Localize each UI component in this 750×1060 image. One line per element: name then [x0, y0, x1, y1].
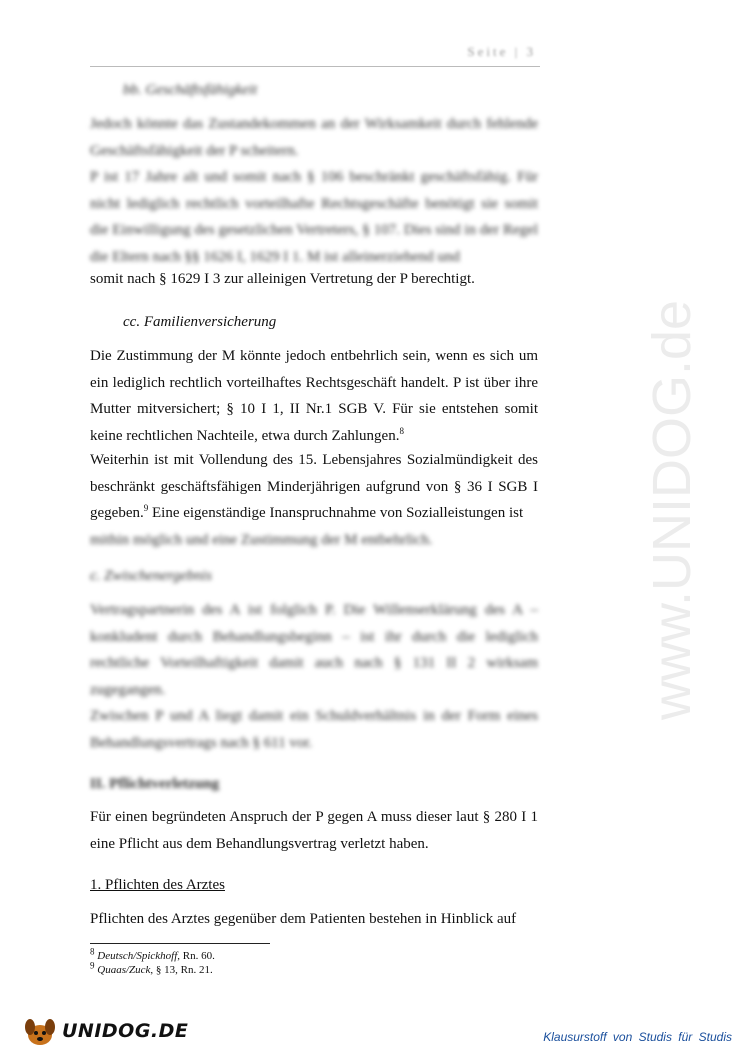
footer-logo	[22, 1015, 188, 1047]
watermark-text: www.UNIDOG.de	[642, 299, 702, 721]
page-header	[90, 42, 540, 67]
paragraph-ii-1: Für einen begründeten Anspruch der P gegen A muss dieser laut § 280 I 1 eine Pflicht aus dem Behandlungsvertrag verletzt haben.	[90, 809, 538, 852]
paragraph-cc-1: Die Zustimmung der M könnte jedoch entbehrlich sein, wenn es sich um ein lediglich rechtlich vorteilhaftes Rechtsgeschäft handelt. P ist über ihre Mutter mitversichert; § 10 I 1, II Nr.1 SGB V. Für sie entstehen somit keine rechtlichen Nachteile, etwa durch Zahlungen.$^8$	[90, 348, 538, 444]
heading-ii: II. Pflichtverletzung	[90, 776, 220, 792]
footnote-8: $^8$ Deutsch/Spickhoff, Rn. 60.	[90, 946, 215, 962]
paragraph-bb-2-clear: somit nach § 1629 I 3 zur alleinigen Vertretung der P berechtigt.	[90, 271, 475, 287]
page-number: Seite | 3	[467, 44, 536, 59]
paragraph-bb-1: Jedoch könnte das Zustandekommen an der Wirksamkeit durch fehlende Geschäftsfähigkeit der P scheitern.	[90, 116, 538, 159]
heading-cc: cc. Familienversicherung	[123, 314, 277, 330]
heading-bb: bb. Geschäftsfähigkeit	[123, 82, 258, 98]
paragraph-1-1: Pflichten des Arztes gegenüber dem Patienten bestehen in Hinblick auf	[90, 911, 517, 927]
paragraph-bb-2-blurred: P ist 17 Jahre alt und somit nach § 106 beschränkt geschäftsfähig. Für nicht lediglich rechtlich vorteilhafte Rechtsgeschäfte benötigt sie somit die Einwilligung des gesetzlichen Vertreters, § 107. Dies sind in der Regel die Eltern nach §§ 1626 I, 1629 I 1. M ist alleinerziehend und	[90, 169, 538, 265]
heading-c: c. Zwischenergebnis	[90, 568, 212, 584]
paragraph-cc-2: Weiterhin ist mit Vollendung des 15. Lebensjahres Sozialmündigkeit des beschränkt geschäftsfähigen Minderjährigen aufgrund von § 36 I SGB I gegeben.$^9$ Eine eigenständige Inanspruchnahme von Sozialleistungen ist	[90, 452, 538, 521]
footnote-9: $^9$ Quaas/Zuck, § 13, Rn. 21.	[90, 960, 213, 976]
logo-text: UNIDOG.DE	[62, 1020, 189, 1042]
heading-1: 1. Pflichten des Arztes	[90, 877, 225, 893]
footnote-separator	[90, 943, 270, 944]
paragraph-cc-2-blurred: mithin möglich und eine Zustimmung der M entbehrlich.	[90, 532, 433, 548]
paragraph-c-1: Vertragspartnerin des A ist folglich P. Die Willenserklärung des A – konkludent durch Behandlungsbeginn – ist ihr durch die lediglich rechtliche Vorteilhaftigkeit damit auch nach § 131 II 2 wirksam zugegangen.	[90, 602, 538, 698]
paragraph-c-2: Zwischen P und A liegt damit ein Schuldverhältnis in der Form eines Behandlungsvertrags nach § 611 vor.	[90, 708, 538, 751]
footnote-ref-9: 9	[143, 503, 149, 513]
watermark	[640, 290, 740, 730]
footnote-ref-8: 8	[399, 425, 404, 436]
footer-tagline: Klausurstoff von Studis für Studis	[543, 1030, 732, 1044]
dog-icon	[22, 1015, 58, 1047]
